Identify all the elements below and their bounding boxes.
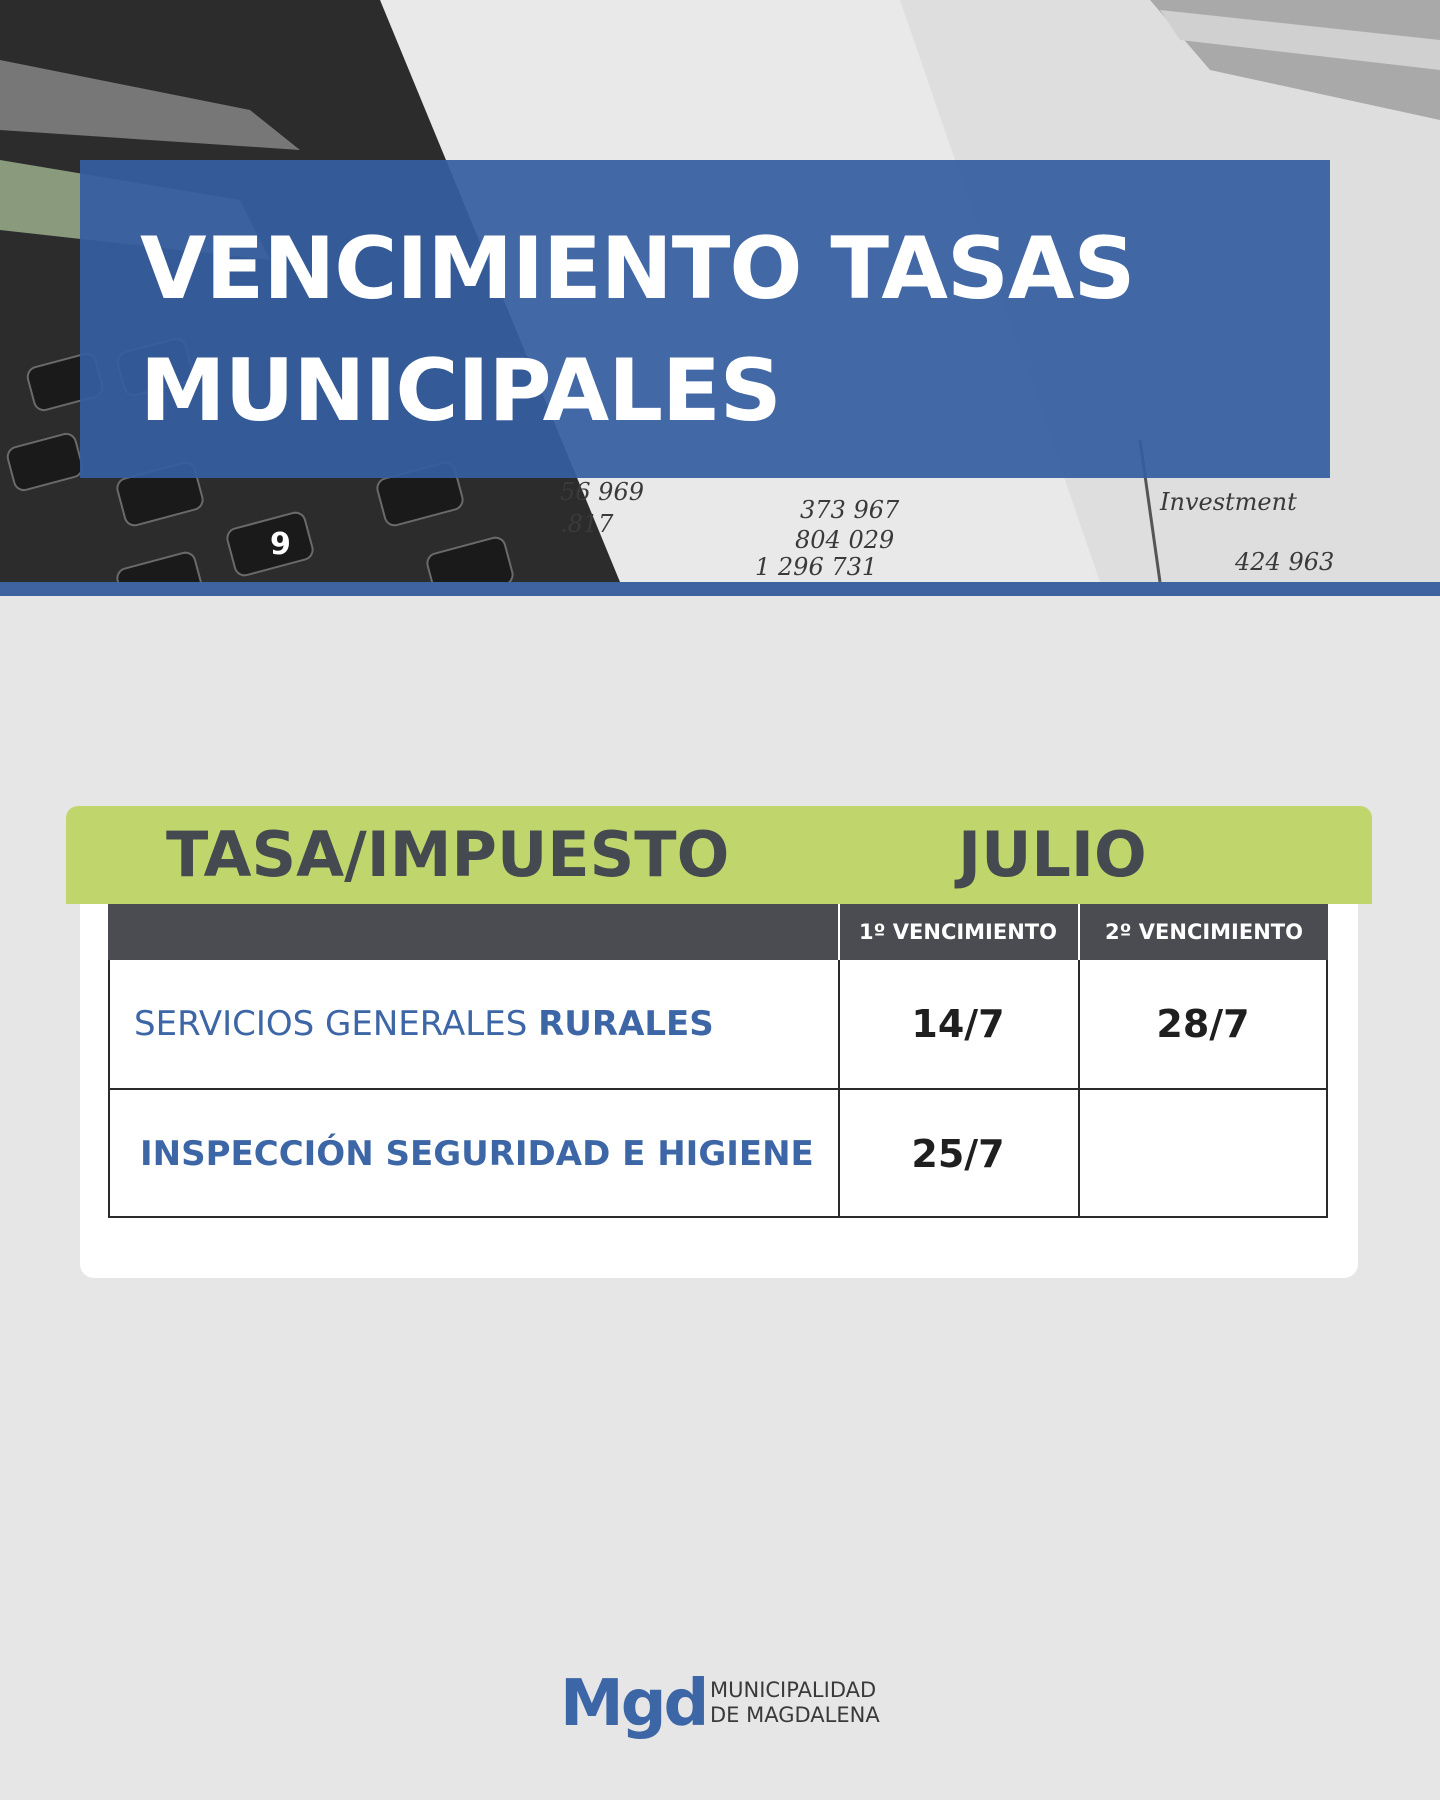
title-banner [80, 160, 1330, 478]
page-title-line-1: VENCIMIENTO TASAS [140, 219, 1135, 319]
figure-left-2: .817 [560, 510, 614, 538]
schedule-heading-bar [66, 806, 1372, 904]
due1-header: 1º VENCIMIENTO [859, 920, 1057, 944]
due2-date: 28/7 [1156, 1002, 1250, 1046]
tax-name-part-1: INSPECCIÓN [140, 1134, 386, 1174]
key-9-label: 9 [270, 527, 291, 562]
tax-name [140, 1090, 814, 1218]
column-divider-1 [838, 960, 840, 1216]
due2-header: 2º VENCIMIENTO [1105, 920, 1303, 944]
schedule-table [108, 904, 1328, 1218]
due1-date: 14/7 [911, 1002, 1005, 1046]
month-label: JULIO [958, 818, 1147, 891]
logo-line-1: MUNICIPALIDAD [710, 1678, 877, 1702]
page-title [140, 208, 1134, 452]
tax-name-part-2: RURALES [538, 1004, 714, 1044]
tax-name [134, 960, 714, 1088]
due1-date: 25/7 [911, 1132, 1005, 1176]
header-divider-1 [838, 904, 840, 960]
tax-name-part-2: SEGURIDAD E HIGIENE [385, 1134, 814, 1174]
table-body [108, 960, 1328, 1218]
tax-column-label: TASA/IMPUESTO [166, 818, 730, 891]
tax-name-part-1: SERVICIOS GENERALES [134, 1004, 539, 1044]
logo-line-2: DE MAGDALENA [710, 1703, 880, 1727]
figure-3: 1 296 731 [755, 553, 878, 581]
logo-mark: Mgd [560, 1667, 707, 1741]
table-row [110, 960, 1326, 1090]
column-divider-2 [1078, 960, 1080, 1216]
table-row [110, 1090, 1326, 1218]
header-divider-2 [1078, 904, 1080, 960]
logo-wordmark [710, 1678, 880, 1728]
figure-5: Investment [1160, 488, 1297, 516]
header-divider [0, 582, 1440, 596]
page-title-line-2: MUNICIPALES [140, 341, 781, 441]
due2-date [1080, 1090, 1326, 1218]
figure-1: 373 967 [800, 496, 900, 524]
table-header-row [108, 904, 1328, 960]
figure-2: 804 029 [795, 526, 895, 554]
figure-left-1: 56 969 [560, 478, 644, 506]
figure-4: 424 963 [1235, 548, 1335, 576]
